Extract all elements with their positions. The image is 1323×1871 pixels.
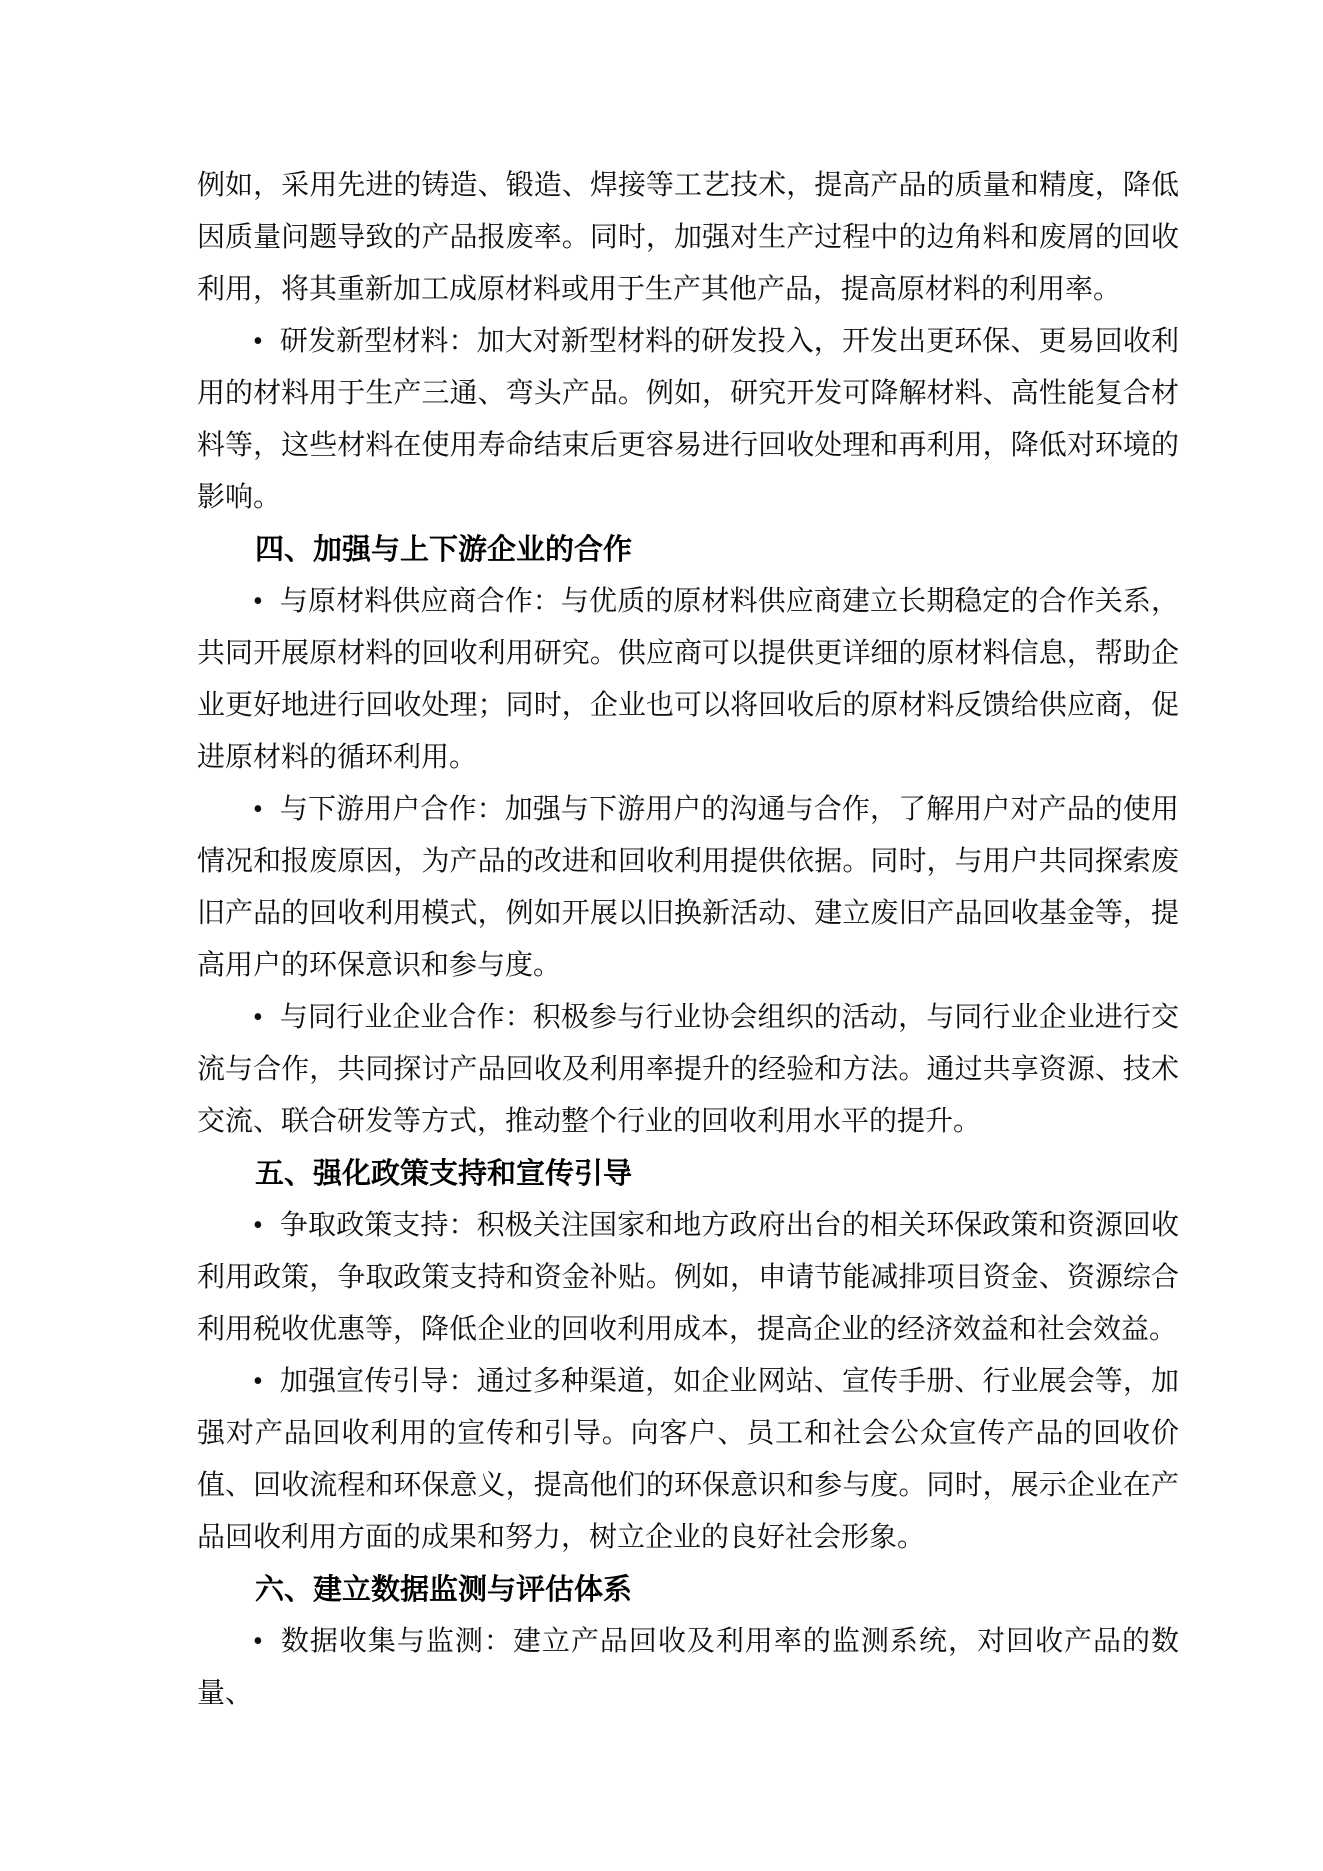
bullet-icon: •	[253, 1002, 263, 1033]
bullet-paragraph	[197, 576, 1179, 784]
bullet-icon: •	[253, 794, 263, 825]
bullet-icon: •	[253, 1626, 263, 1657]
bullet-paragraph	[197, 1616, 1179, 1720]
bullet-paragraph	[197, 1200, 1179, 1356]
bullet-icon: •	[253, 326, 263, 357]
bullet-text: 加强宣传引导：通过多种渠道，如企业网站、宣传手册、行业展会等，加强对产品回收利用的宣传和引导。向客户、员工和社会公众宣传产品的回收价值、回收流程和环保意义，提高他们的环保意识和参与度。同时，展示企业在产品回收利用方面的成果和努力，树立企业的良好社会形象。	[197, 1366, 1179, 1553]
bullet-paragraph	[197, 784, 1179, 992]
section-heading: 四、加强与上下游企业的合作	[255, 534, 633, 566]
section-heading: 五、强化政策支持和宣传引导	[255, 1158, 633, 1190]
document-content	[197, 160, 1179, 1720]
bullet-text: 与下游用户合作：加强与下游用户的沟通与合作，了解用户对产品的使用情况和报废原因，为产品的改进和回收利用提供依据。同时，与用户共同探索废旧产品的回收利用模式，例如开展以旧换新活动、建立废旧产品回收基金等，提高用户的环保意识和参与度。	[197, 794, 1179, 981]
bullet-icon: •	[253, 1366, 263, 1397]
paragraph: 例如，采用先进的铸造、锻造、焊接等工艺技术，提高产品的质量和精度，降低因质量问题导致的产品报废率。同时，加强对生产过程中的边角料和废屑的回收利用，将其重新加工成原材料或用于生产其他产品，提高原材料的利用率。	[197, 170, 1179, 305]
bullet-text: 争取政策支持：积极关注国家和地方政府出台的相关环保政策和资源回收利用政策，争取政策支持和资金补贴。例如，申请节能减排项目资金、资源综合利用税收优惠等，降低企业的回收利用成本，提高企业的经济效益和社会效益。	[197, 1210, 1179, 1345]
bullet-icon: •	[253, 586, 263, 617]
bullet-paragraph	[197, 1356, 1179, 1564]
bullet-paragraph	[197, 992, 1179, 1148]
bullet-text: 与原材料供应商合作：与优质的原材料供应商建立长期稳定的合作关系，共同开展原材料的回收利用研究。供应商可以提供更详细的原材料信息，帮助企业更好地进行回收处理；同时，企业也可以将回收后的原材料反馈给供应商，促进原材料的循环利用。	[197, 586, 1179, 773]
bullet-text: 数据收集与监测：建立产品回收及利用率的监测系统，对回收产品的数量、	[197, 1626, 1179, 1709]
bullet-icon: •	[253, 1210, 263, 1241]
bullet-paragraph	[197, 316, 1179, 524]
bullet-text: 与同行业企业合作：积极参与行业协会组织的活动，与同行业企业进行交流与合作，共同探讨产品回收及利用率提升的经验和方法。通过共享资源、技术交流、联合研发等方式，推动整个行业的回收利用水平的提升。	[197, 1002, 1179, 1137]
section-heading: 六、建立数据监测与评估体系	[255, 1574, 633, 1606]
bullet-text: 研发新型材料：加大对新型材料的研发投入，开发出更环保、更易回收利用的材料用于生产三通、弯头产品。例如，研究开发可降解材料、高性能复合材料等，这些材料在使用寿命结束后更容易进行回收处理和再利用，降低对环境的影响。	[197, 326, 1179, 513]
